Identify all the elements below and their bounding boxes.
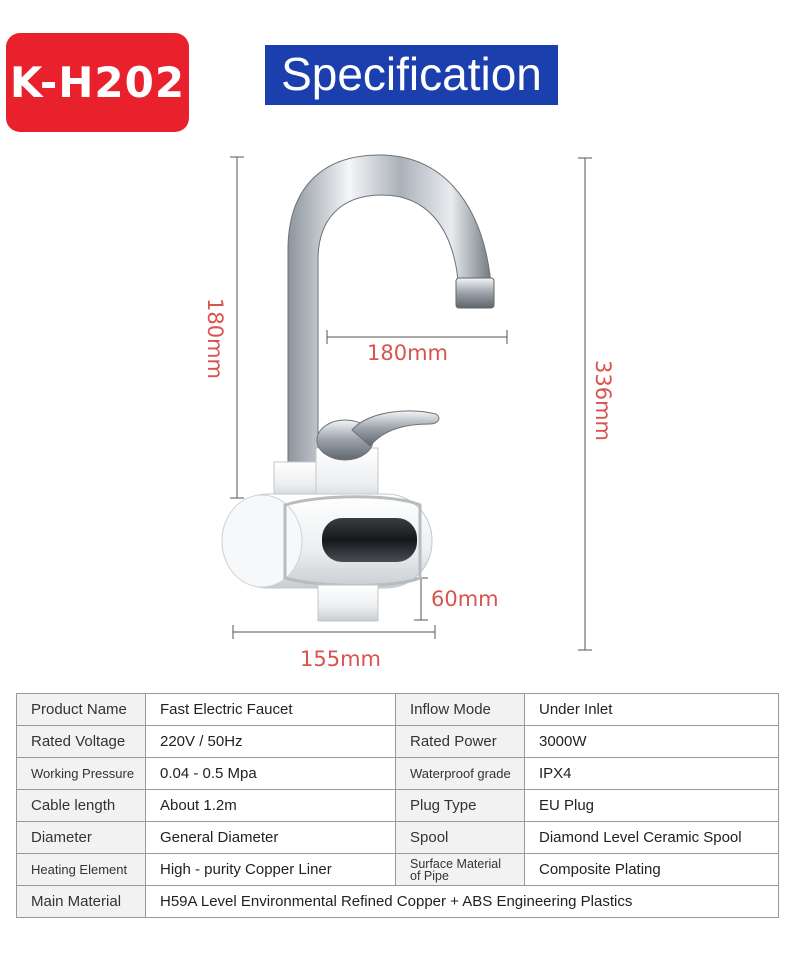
spout-reach-label: 180mm <box>367 341 448 365</box>
spec-key: Plug Type <box>396 790 525 822</box>
spec-value: 220V / 50Hz <box>146 726 396 758</box>
spec-key: Product Name <box>17 694 146 726</box>
faucet-handle <box>352 411 439 446</box>
model-badge: K-H202 <box>6 33 189 132</box>
table-row <box>17 886 779 918</box>
spec-key: Diameter <box>17 822 146 854</box>
spec-value: 3000W <box>525 726 779 758</box>
spec-key: Working Pressure <box>17 758 146 790</box>
spec-value: Fast Electric Faucet <box>146 694 396 726</box>
spec-key: Cable length <box>17 790 146 822</box>
spec-key: Rated Voltage <box>17 726 146 758</box>
spec-value: 0.04 - 0.5 Mpa <box>146 758 396 790</box>
spout-height-label: 180mm <box>203 298 227 379</box>
table-row <box>17 694 779 726</box>
table-row <box>17 790 779 822</box>
spec-value: H59A Level Environmental Refined Copper + ABS Engineering Plastics <box>146 886 779 918</box>
spec-value: Diamond Level Ceramic Spool <box>525 822 779 854</box>
spec-key: Surface Material of Pipe <box>396 854 525 886</box>
spec-value: Under Inlet <box>525 694 779 726</box>
spec-value: Composite Plating <box>525 854 779 886</box>
spec-key: Waterproof grade <box>396 758 525 790</box>
table-row <box>17 822 779 854</box>
specification-table <box>16 693 779 918</box>
spec-value: General Diameter <box>146 822 396 854</box>
spec-value: High - purity Copper Liner <box>146 854 396 886</box>
total-height-label: 336mm <box>591 360 615 441</box>
spec-key: Inflow Mode <box>396 694 525 726</box>
spec-key: Main Material <box>17 886 146 918</box>
spec-key: Heating Element <box>17 854 146 886</box>
spec-key: Spool <box>396 822 525 854</box>
temperature-display <box>322 518 417 562</box>
body-height-label: 60mm <box>431 587 499 611</box>
page-title: Specification <box>265 45 558 105</box>
spec-value: About 1.2m <box>146 790 396 822</box>
table-row <box>17 758 779 790</box>
spout-tip <box>456 278 494 308</box>
spec-value: IPX4 <box>525 758 779 790</box>
body-width-label: 155mm <box>300 647 381 671</box>
table-row <box>17 726 779 758</box>
spec-key: Rated Power <box>396 726 525 758</box>
spec-value: EU Plug <box>525 790 779 822</box>
table-row <box>17 854 779 886</box>
